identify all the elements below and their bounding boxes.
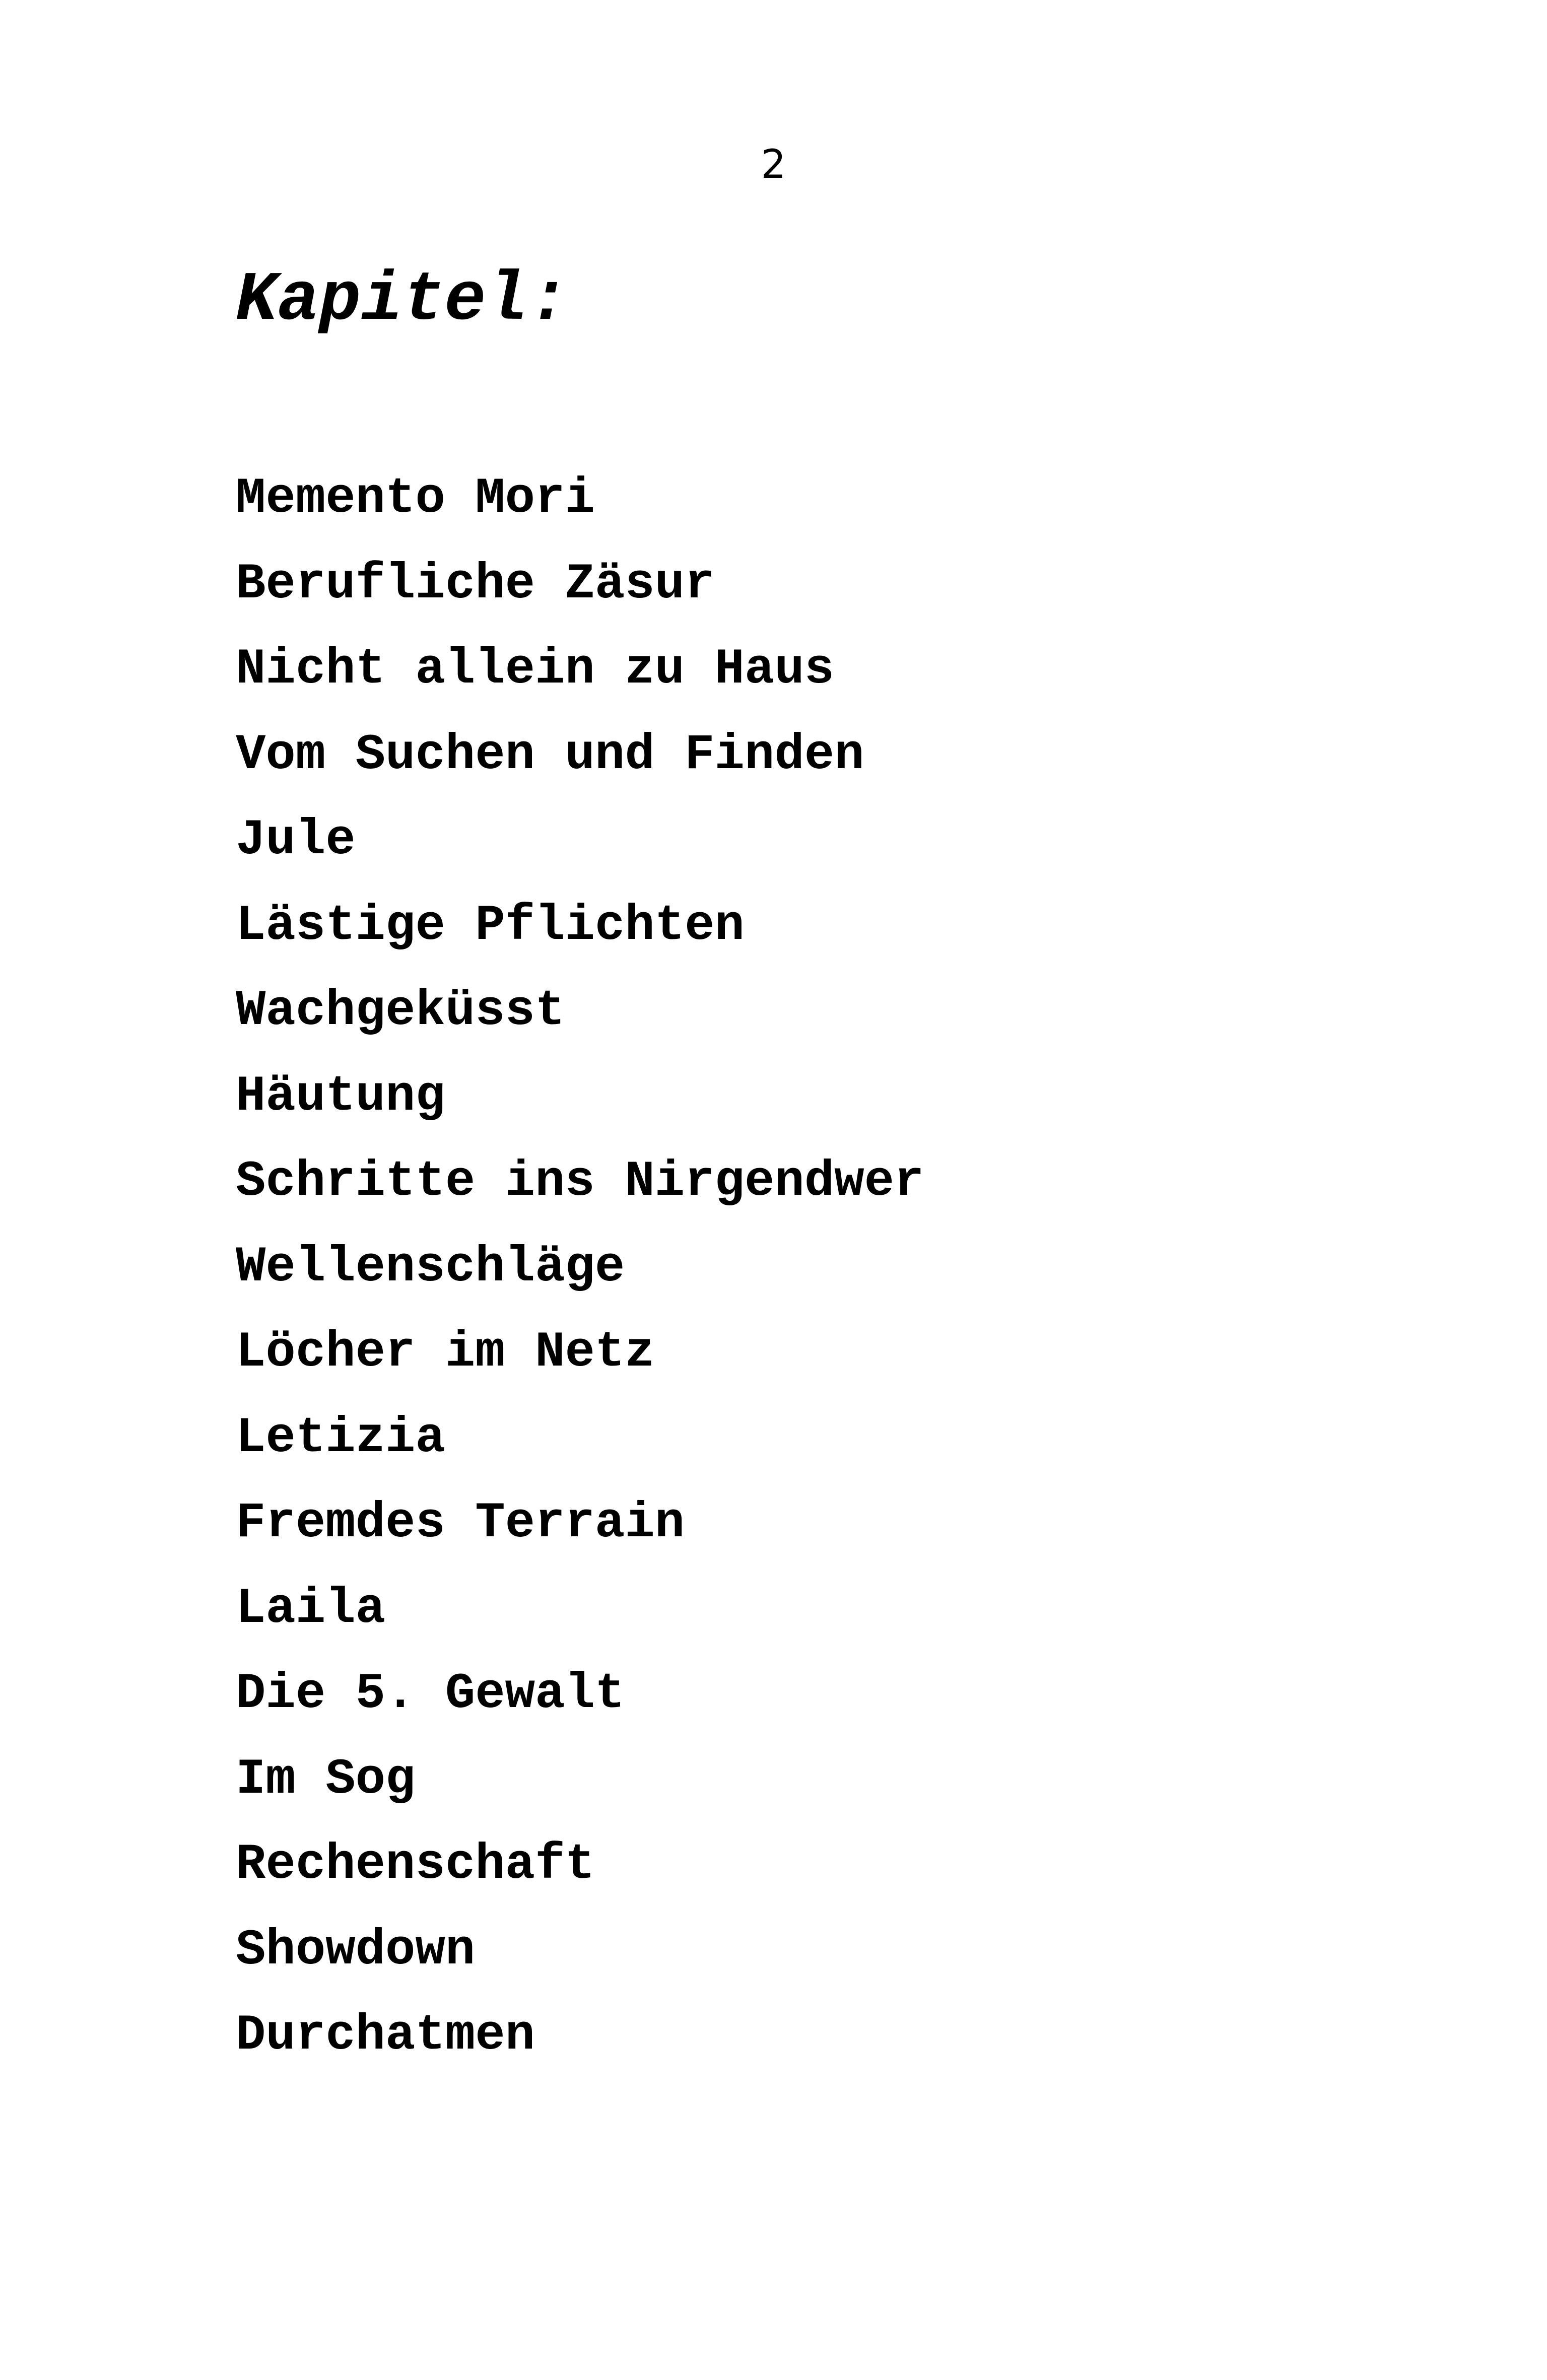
chapter-item: Die 5. Gewalt bbox=[236, 1666, 625, 1722]
chapter-item: Rechenschaft bbox=[236, 1837, 595, 1893]
chapter-item: Showdown bbox=[236, 1922, 476, 1979]
chapter-item: Jule bbox=[236, 812, 356, 868]
chapter-item: Fremdes Terrain bbox=[236, 1495, 685, 1551]
chapter-item: Vom Suchen und Finden bbox=[236, 726, 864, 783]
chapter-item: Im Sog bbox=[236, 1751, 416, 1808]
chapter-item: Memento Mori bbox=[236, 470, 595, 527]
chapter-item: Lästige Pflichten bbox=[236, 897, 745, 954]
page-number: 2 bbox=[761, 142, 786, 187]
chapters-heading: Kapitel: bbox=[236, 261, 570, 340]
chapter-list bbox=[236, 470, 924, 2096]
chapter-item: Schritte ins Nirgendwer bbox=[236, 1153, 924, 1210]
chapter-item: Nicht allein zu Haus bbox=[236, 641, 835, 698]
chapter-item: Berufliche Zäsur bbox=[236, 556, 715, 613]
chapter-item: Wachgeküsst bbox=[236, 983, 565, 1039]
chapter-item: Löcher im Netz bbox=[236, 1324, 655, 1381]
chapter-item: Laila bbox=[236, 1580, 386, 1637]
chapter-item: Letizia bbox=[236, 1409, 445, 1466]
chapter-item: Wellenschläge bbox=[236, 1239, 625, 1296]
chapter-item: Durchatmen bbox=[236, 2007, 535, 2064]
chapter-item: Häutung bbox=[236, 1068, 445, 1125]
